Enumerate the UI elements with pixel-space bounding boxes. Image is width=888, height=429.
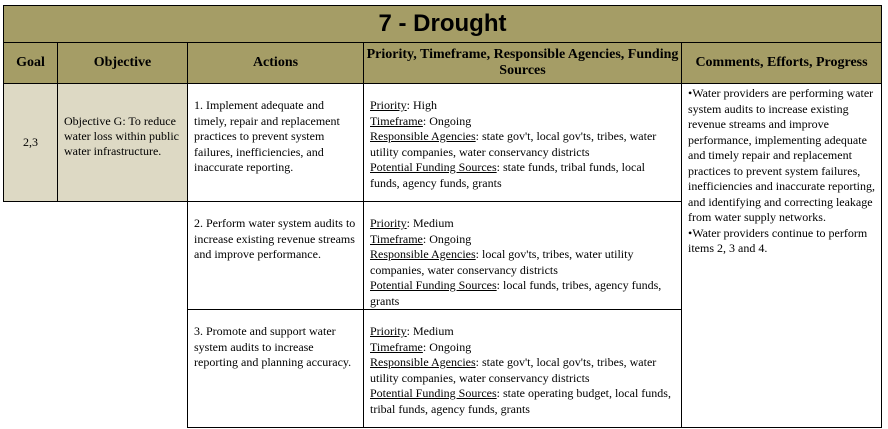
timeframe-label: Timeframe <box>370 339 423 354</box>
funding-label: Potential Funding Sources <box>370 278 497 292</box>
comment-2: •Water providers continue to perform items 2, 3 and 4. <box>688 225 868 255</box>
action-cell-2: 2. Perform water system audits to increase existing revenue streams and improve performance. <box>188 202 364 310</box>
priority-cell-3 <box>364 310 682 428</box>
timeframe-value: : Ongoing <box>422 231 472 246</box>
drought-table <box>3 5 882 428</box>
funding-value: : state operating budget, local funds, tribal funds, agency funds, grants <box>370 386 671 416</box>
header-comments: Comments, Efforts, Progress <box>682 43 882 84</box>
table-title: 7 - Drought <box>4 6 882 43</box>
empty-space <box>4 202 188 428</box>
action-cell-1: 1. Implement adequate and timely, repair and replacement practices to prevent system failures, inefficiencies, and inaccurate reporting. <box>188 84 364 202</box>
action-cell-3: 3. Promote and support water system audits to increase reporting and planning accuracy. <box>188 310 364 428</box>
priority-value: : Medium <box>406 324 454 338</box>
objective-cell: Objective G: To reduce water loss within public water infrastructure. <box>58 84 188 202</box>
funding-label: Potential Funding Sources <box>370 160 497 174</box>
comments-cell <box>682 84 882 428</box>
timeframe-value: : Ongoing <box>422 113 472 128</box>
goal-cell: 2,3 <box>4 84 58 202</box>
priority-cell-1 <box>364 84 682 202</box>
agencies-label: Responsible Agencies <box>370 129 476 143</box>
priority-value: : High <box>406 98 438 112</box>
header-objective: Objective <box>58 43 188 84</box>
header-goal: Goal <box>4 43 58 84</box>
funding-label: Potential Funding Sources <box>370 386 497 400</box>
header-actions: Actions <box>188 43 364 84</box>
priority-label: Priority <box>370 324 407 338</box>
priority-cell-2 <box>364 202 682 310</box>
timeframe-label: Timeframe <box>370 113 423 128</box>
timeframe-label: Timeframe <box>370 231 423 246</box>
header-priority: Priority, Timeframe, Responsible Agencies, Funding Sources <box>364 43 682 84</box>
priority-label: Priority <box>370 216 407 230</box>
agencies-value: : local gov'ts, tribes, water utility companies, water conservancy districts <box>370 247 634 277</box>
agencies-value: : state gov't, local gov'ts, tribes, water utility companies, water conservancy districts <box>370 129 657 159</box>
priority-label: Priority <box>370 98 407 112</box>
funding-value: : state funds, tribal funds, local funds, agency funds, grants <box>370 160 645 190</box>
agencies-value: : state gov't, local gov'ts, tribes, water utility companies, water conservancy districts <box>370 355 657 385</box>
priority-value: : Medium <box>406 216 454 230</box>
agencies-label: Responsible Agencies <box>370 355 476 369</box>
comment-1: •Water providers are performing water system audits to increase existing revenue streams and improve performance, implementing adequate and timely repair and replacement practices to prevent system failures, inefficiencies and inaccurate reporting, and identifying and correcting leakage from water supply networks. <box>688 86 876 224</box>
agencies-label: Responsible Agencies <box>370 247 476 261</box>
funding-value: : local funds, tribes, agency funds, grants <box>370 278 662 308</box>
timeframe-value: : Ongoing <box>422 339 472 354</box>
